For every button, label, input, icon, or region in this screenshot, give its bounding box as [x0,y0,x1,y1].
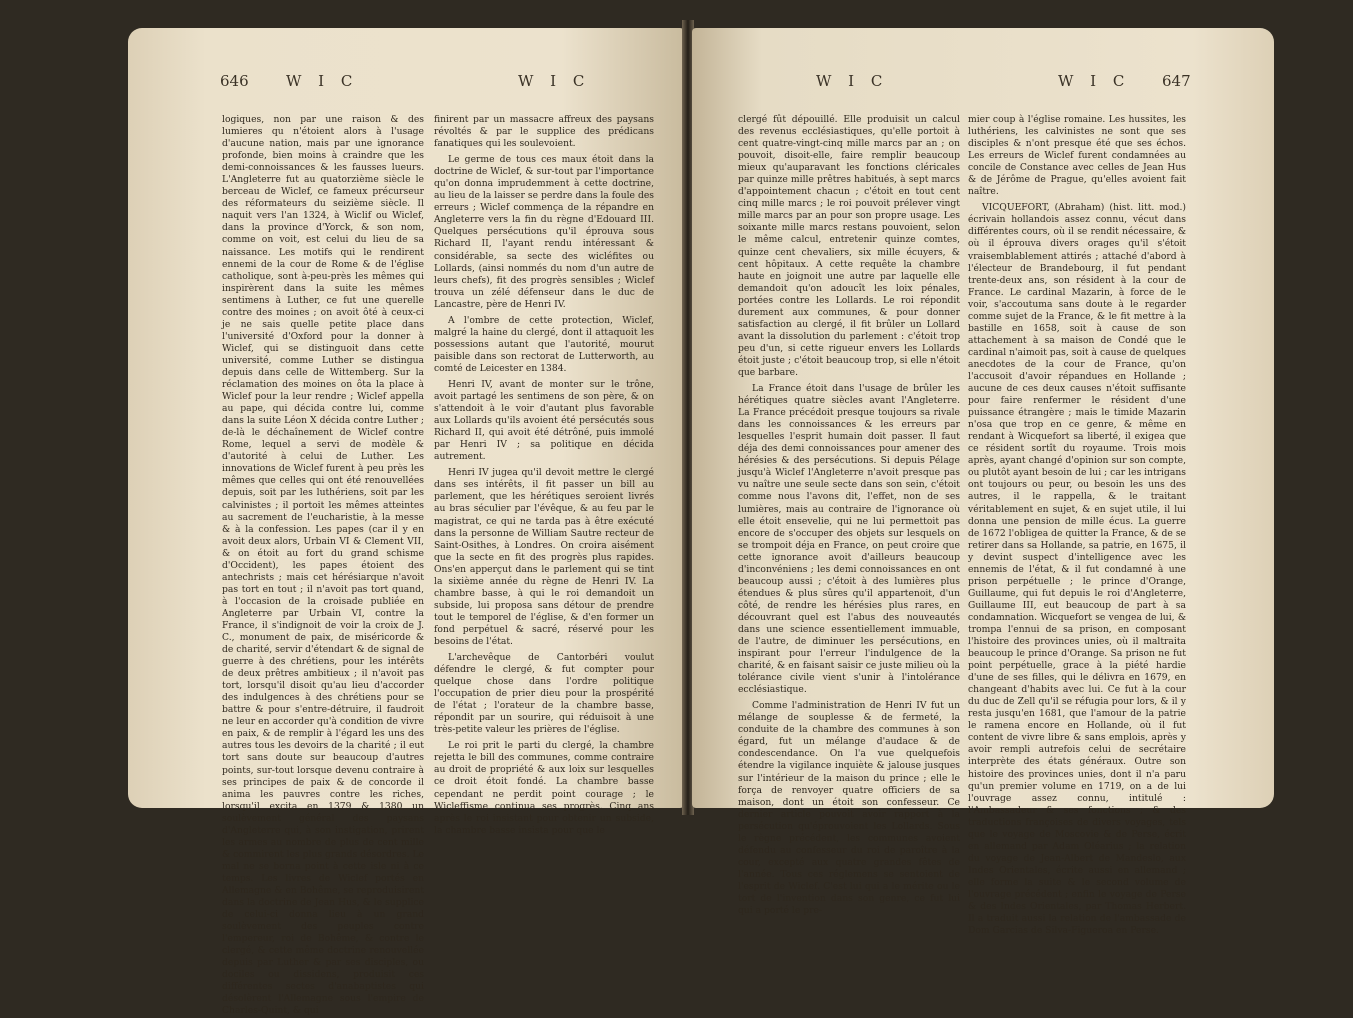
paragraph: A l'ombre de cette protection, Wiclef, malgré la haine du clergé, dont il attaquoit les possessions autant que l'autorité, mourut paisible dans son rectorat de Lutterworth, au comté de Leicester en 1384. [434,314,654,374]
left-column-2 [434,114,654,836]
paragraph: VICQUEFORT, (Abraham) (hist. litt. mod.) écrivain hollandois assez connu, vécut dans différentes cours, où il se rendit nécessaire, & où il éprouva divers orages qu'il s'étoit vraisemblablement attirés ; attaché d'abord à l'électeur de Brandebourg, il fut pendant trente-deux ans, son résident à la cour de France. Le cardinal Mazarin, à force de le voir, s'accoutuma sans doute à le regarder comme sujet de la France, & le fit mettre à la bastille en 1658, soit à cause de son attachement à sa maison de Condé que le cardinal n'aimoit pas, soit à cause de quelques anecdotes de la cour de France, qu'on l'accusoit d'avoir répandues en Hollande ; aucune de ces deux causes n'étoit suffisante pour faire renfermer le résident d'une puissance étrangère ; mais le timide Mazarin n'osa que trop en ce genre, & même en rendant à Wicquefort sa liberté, il exigea que ce résident sortît du royaume. Trois mois après, ayant changé d'opinion sur son compte, ou plutôt ayant besoin de lui ; car les intrigans ont toujours ou peur, ou besoin les uns des autres, il le rappella, & le traitant véritablement en sujet, & en sujet utile, il lui donna une pension de mille écus. La guerre de 1672 l'obligea de quitter la France, & de se retirer dans sa Hollande, sa patrie, en 1675, il y devint suspect d'intelligence avec les ennemis de l'état, & il fut condamné à une prison perpétuelle ; le prince d'Orange, Guillaume, qui fut depuis le roi d'Angleterre, Guillaume III, eut beaucoup de part à sa condamnation. Wicquefort se vengea de lui, & trompa l'ennui de sa prison, en composant l'histoire des provinces unies, où il maltraita beaucoup le prince d'Orange. Sa prison ne fut point perpétuelle, grace à la piété hardie d'une de ses filles, qui le délivra en 1679, en changeant d'habits avec lui. Ce fut à la cour du duc de Zell qu'il se réfugia pour lors, & il y resta jusqu'en 1681, que l'amour de la patrie le ramena encore en Hollande, où il fut content de vivre libre & sans emplois, après y avoir rempli autrefois celui de secrétaire interprète des états généraux. Outre son histoire des provinces unies, dont il n'a paru qu'un premier volume en 1719, on a de lui l'ouvrage assez connu, intitulé : l'Ambassadeur & ses fonctions ; & des traductions françoises de divers voyages, tels que le voyage de Moscovie & de Perse, écrit en allemand par Adam Oléarius ; la relation du voyage de Jean-Albert de Mandeslo, aux Indes Orientales, écrite aussi en allemand ; elle forme la suite & le second volume de l'ouvrage précédent ; enfin le voyage de Perse & des Indes Orientales, par Thomas Herbert. Il a traduit aussi la relation de l'ambassade de Dom Garcias de Silva-Figueroa en Perse. [968,202,1186,937]
left-running-head-1: W I C [286,72,359,90]
paragraph: L'archevêque de Cantorbéri voulut défendre le clergé, & fut compter pour quelque chose dans l'ordre politique l'occupation de prier dieu pour la prospérité de l'état ; l'orateur de la chambre basse, répondit par un sourire, qui réduisoit à une très-petite valeur les prières de l'église. [434,652,654,736]
right-page [692,28,1274,937]
right-running-head-2: W I C [1058,72,1131,90]
right-page-number: 647 [1162,72,1191,90]
right-column-1 [738,114,960,917]
left-running-head-2: W I C [518,72,591,90]
right-column-2 [968,114,1186,937]
paragraph: La France étoit dans l'usage de brûler les hérétiques quatre siècles avant l'Angleterre. La France précédoit presque toujours sa rivale dans les connoissances & les erreurs par lesquelles l'esprit humain doit passer. Il faut déja des demi connoissances pour amener des hérésies & des persécutions. Si depuis Pélage jusqu'à Wiclef l'Angleterre n'avoit presque pas vu naître une seule secte dans son sein, c'étoit comme nous l'avons dit, l'effet, non de ses lumières, mais au contraire de l'ignorance où elle étoit ensevelie, qui ne lui permettoit pas encore de s'occuper des objets sur lesquels on se trompoit déja en France, on peut croire que cette ignorance avoit d'ailleurs beaucoup d'inconvéniens ; les demi connoissances en ont beaucoup aussi ; c'étoit à des lumières plus étendues & plus sûres qu'il appartenoit, d'un côté, de rendre les hérésies plus rares, en découvrant quel est l'abus des nouveautés dans une science essentiellement immuable, de l'autre, de diminuer les persécutions, en inspirant pour l'erreur l'indulgence de la charité, & en faisant saisir ce juste milieu où la tolérance civile vient s'unir à l'intolérance ecclésiastique. [738,383,960,696]
paragraph: Le roi prit le parti du clergé, la chambre rejetta le bill des communes, comme contraire au droit de propriété & aux loix sur lesquelles ce droit étoit fondé. La chambre basse cependant ne perdit point courage ; le Wicleffisme continua ses progrès. Cinq ans après le roi insistant pour obtenir un subside, la chambre basse insista pour que le [434,740,654,836]
paragraph: finirent par un massacre affreux des paysans révoltés & par le supplice des prédicans fanatiques qui les soulevoient. [434,114,654,150]
paragraph: mier coup à l'église romaine. Les hussites, les luthériens, les calvinistes ne sont que ses disciples & n'ont presque été que ses échos. Les erreurs de Wiclef furent condamnées au concile de Constance avec celles de Jean Hus & de Jérôme de Prague, qu'elles avoient fait naître. [968,114,1186,198]
paragraph: Comme l'administration de Henri IV fut un mélange de souplesse & de fermeté, la conduite de la chambre des communes à son égard, fut un mélange d'audace & de condescendance. On l'a vue quelquefois étendre la vigilance inquiète & jalouse jusques sur l'intérieur de la maison du prince ; elle le força de renvoyer quatre officiers de sa maison, dont un étoit son confesseur. Ce dernier article pouvoit avoir rapport à la persécution qu'éprouvoient les Lollards. Sous le règne précédent, les communes avoient défendu au confesseur du roi de paroître à la cour, excepté aux quatre grandes fêtes de l'année. Tous ces réglemens se sentoient de l'esprit de Wiclef. C'est lui qui a le mérite ou le tort de l'invention dans son genre, ce fut lui qui a porté le pre- [738,700,960,917]
paragraph: Henri IV, avant de monter sur le trône, avoit partagé les sentimens de son père, & on s'attendoit à le voir d'autant plus favorable aux Lollards qu'ils avoient été persécutés sous Richard II, qui avoit été détrôné, puis immolé par Henri IV ; sa politique en décida autrement. [434,378,654,463]
left-page-number: 646 [220,72,249,90]
left-column-1 [222,114,424,1017]
paragraph: clergé fût dépouillé. Elle produisit un calcul des revenus ecclésiastiques, qu'elle portoit à cent quatre-vingt-cinq mille marcs par an ; on pouvoit, disoit-elle, faire remplir beaucoup mieux qu'auparavant les fonctions cléricales par quinze mille prêtres habitués, à sept marcs d'appointement chacun ; c'étoit en tout cent cinq mille marcs ; le roi pouvoit prélever vingt mille marcs par an pour son propre usage. Les soixante mille marcs restans pouvoient, selon le même calcul, entretenir quinze comtes, quinze cent chevaliers, six mille écuyers, & cent hôpitaux. A cette requête la chambre haute en joignoit une autre par laquelle elle demandoit qu'on adoucît les loix pénales, portées contre les Lollards. Le roi répondit durement aux communes, & pour donner satisfaction au clergé, il fit brûler un Lollard avant la dissolution du parlement : c'étoit trop peu d'un, si cette rigueur envers les Lollards étoit juste ; c'étoit beaucoup trop, si elle n'étoit que barbare. [738,114,960,378]
paragraph: Le germe de tous ces maux étoit dans la doctrine de Wiclef, & sur-tout par l'importance qu'on donna imprudemment à cette doctrine, au lieu de la laisser se perdre dans la foule des erreurs ; Wiclef commença de la répandre en Angleterre vers la fin du règne d'Edouard III. Quelques persécutions qu'il éprouva sous Richard II, l'ayant rendu intéressant & considérable, sa secte des wicléfites ou Lollards, (ainsi nommés du nom d'un autre de leurs chefs), fit des progrès sensibles ; Wiclef trouva un zélé défenseur dans le duc de Lancastre, père de Henri IV. [434,154,654,310]
paragraph: logiques, non par une raison & des lumieres qu n'étoient alors à l'usage d'aucune nation, mais par une ignorance profonde, bien moins à craindre que les demi-connoissances & les fausses lueurs. L'Angleterre fut au quatorzième siècle le berceau de Wiclef, ce fameux précurseur des réformateurs du seizième siècle. Il naquit vers l'an 1324, à Wiclif ou Wiclef, dans la province d'Yorck, & son nom, comme on voit, est celui du lieu de sa naissance. Les motifs qui le rendirent ennemi de la cour de Rome & de l'église catholique, sont à-peu-près les mêmes qui inspirèrent dans la suite les mêmes sentimens à Luther, ce fut une querelle contre des moines ; on avoit ôté à ceux-ci je ne sais quelle petite place dans l'université d'Oxford pour la donner à Wiclef, qui se distinguoit dans cette université, comme Luther se distingua depuis dans celle de Wittemberg. Sur la réclamation des moines on ôta la place à Wiclef pour la leur rendre ; Wiclef appella au pape, qui décida contre lui, comme dans la suite Léon X décida contre Luther ; de-là le déchaînement de Wiclef contre Rome, lequel a servi de modèle & d'autorité à celui de Luther. Les innovations de Wiclef furent à peu près les mêmes que celles qui ont été renouvellées depuis, soit par les luthériens, soit par les calvinistes ; il portoit les mêmes atteintes au sacrement de l'eucharistie, à la messe & à la confession. Les papes (car il y en avoit deux alors, Urbain VI & Clement VII, & on étoit au fort du grand schisme d'Occident), les papes étoient des antechrists ; mais cet hérésiarque n'avoit pas tort en tout ; il n'avoit pas tort quand, à l'occasion de la croisade publiée en Angleterre par Urbain VI, contre la France, il s'indignoit de voir la croix de J. C., monument de paix, de miséricorde & de charité, servir d'étendart & de signal de guerre à des chrétiens, pour les intérêts de deux prêtres ambitieux ; il n'avoit pas tort, lorsqu'il disoit qu'au lieu d'accorder des indulgences à des chrétiens pour se battre & pour s'entre-détruire, il faudroit ne leur en accorder qu'à condition de vivre en paix, & de remplir à l'égard les uns des autres tous les devoirs de la charité ; il eut tort sans doute sur beaucoup d'autres points, sur-tout lorsque devenu contraire à ses principes de paix & de concorde il anima les pauvres contre les riches, lorsqu'il excita en 1379 & 1380 un soulèvement général des paysans d'Angleterre qui, à son instigation, prirent les armes au nombre de plus de cent mille & commirent les plus grands désordres. Le mal ne se borna point à cette isle ni à ce temps. Les livres de Wiclef portés en Allemagne & en Bohême, se reproduisirent dans la doctrine de Jean Hus, & le supplice de celui-ci donna lieu à un grand soulèvement des peuples contre l'empereur, roi de Bohême, & contre le clergé, & cette même doctrine renouvellée depuis par Luther & par ses disciples, ou dociles ou dissidens, produisit ces différentes sectes d'anabaptistes qui désolèrent l'Allemagne sous l'empire de Charles-Quint, & qui [222,114,424,1017]
right-running-head-1: W I C [816,72,889,90]
paragraph: Henri IV jugea qu'il devoit mettre le clergé dans ses intérêts, il fit passer un bill au parlement, que les hérétiques seroient livrés au bras séculier par l'évêque, & au feu par le magistrat, ce qui ne tarda pas à être exécuté dans la personne de William Sautre recteur de Saint-Osithes, à Londres. On croira aisément que la secte en fit des progrès plus rapides. Ons'en apperçut dans le parlement qui se tint la sixième année du règne de Henri IV. La chambre basse, à qui le roi demandoit un subside, lui proposa sans détour de prendre tout le temporel de l'église, & d'en former un fond perpétuel & sacré, réservé pour les besoins de l'état. [434,467,654,647]
left-page [128,28,684,1017]
